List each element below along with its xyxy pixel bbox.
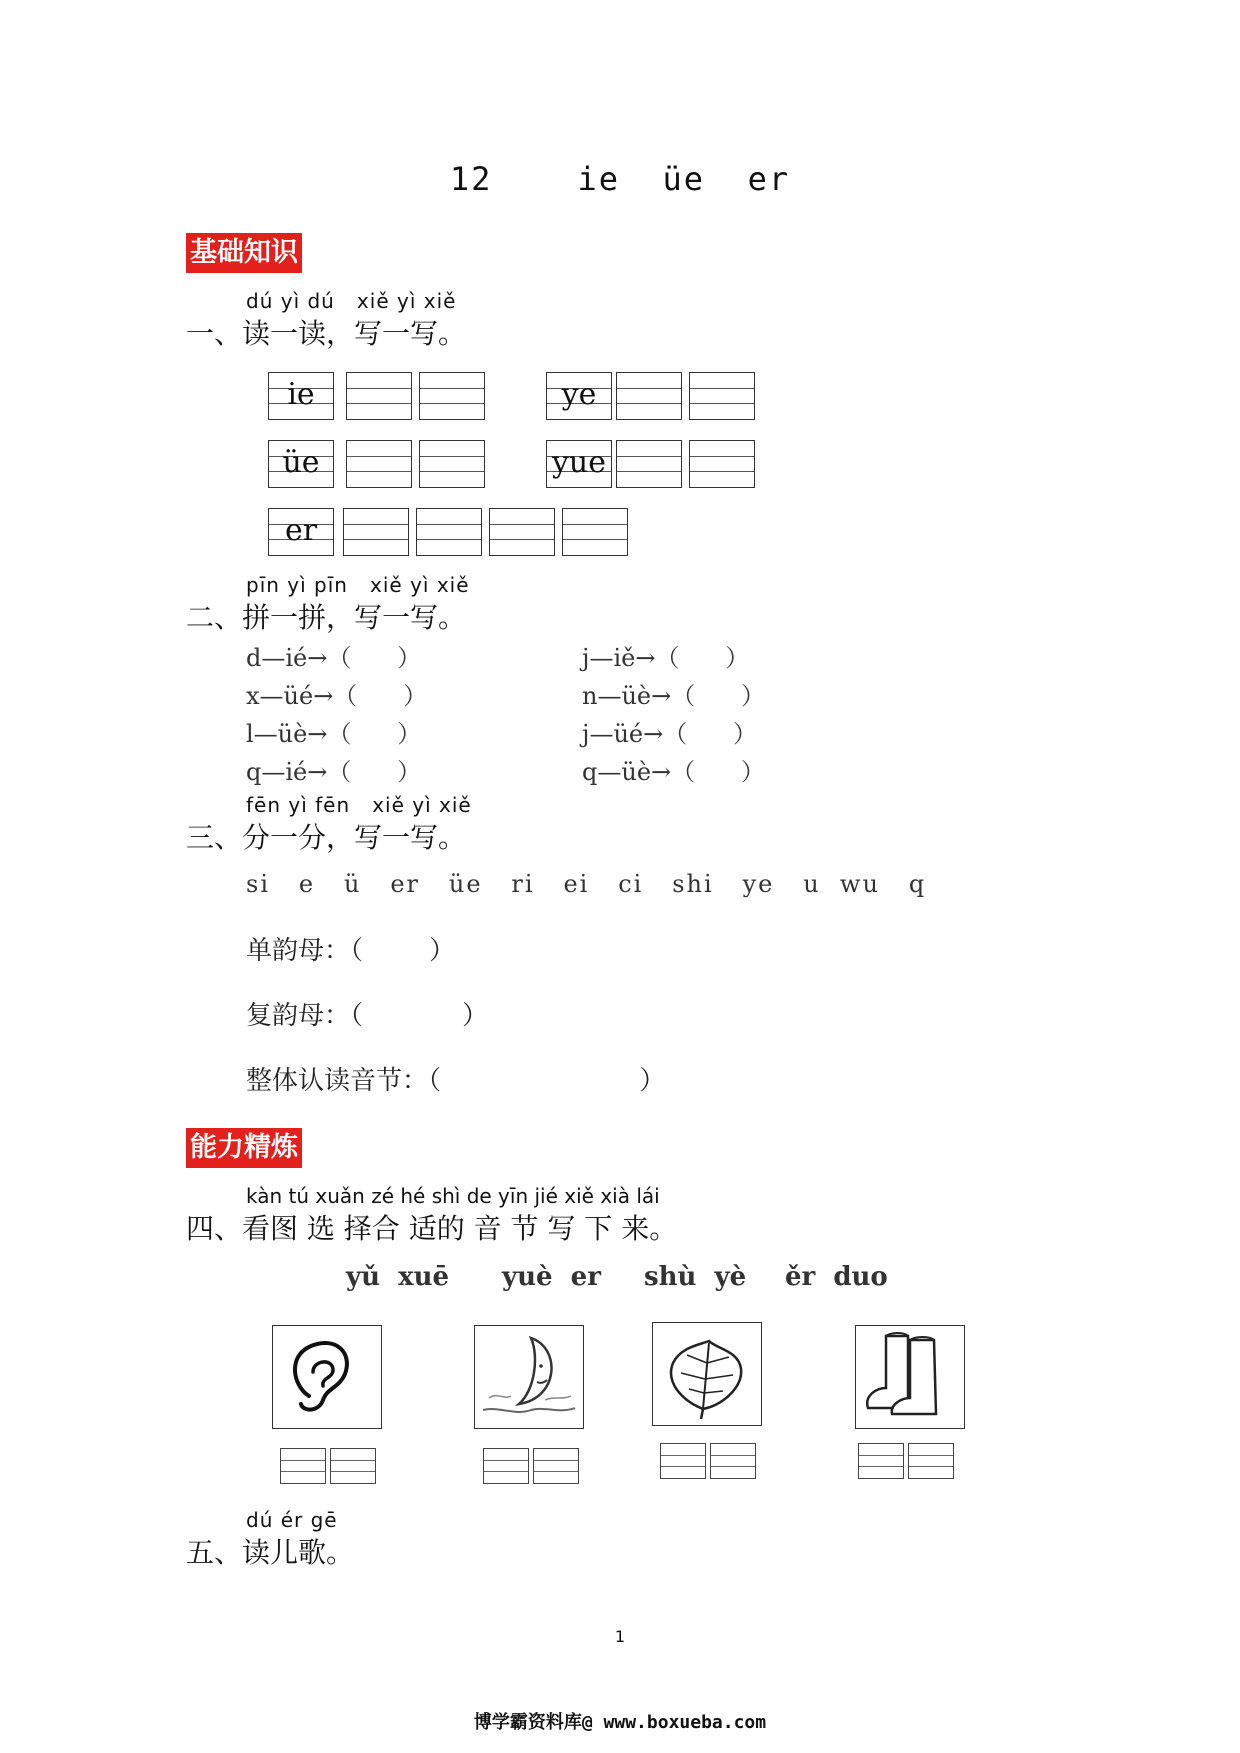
q1-heading: 一、读一读，写一写。 (186, 317, 467, 350)
ear-picture (272, 1325, 382, 1429)
grid-cell-yue: yue (546, 440, 612, 488)
section-badge-ability: 能力精炼 (186, 1128, 302, 1168)
q2-exercise[interactable]: j—iě→（ ） (582, 644, 750, 672)
q5-heading: 五、读儿歌。 (186, 1536, 355, 1569)
q2-pinyin: pīn yì pīn xiě yì xiě (246, 573, 470, 597)
answer-cell[interactable] (710, 1443, 756, 1479)
q3-syllable-list: si e ü er üe ri ei ci shi ye u wu q (246, 870, 927, 898)
q4-option: yǔ xuē (346, 1262, 450, 1292)
grid-cell-blank[interactable] (616, 372, 682, 420)
q3-heading: 三、分一分，写一写。 (186, 821, 467, 854)
q2-exercise[interactable]: x—üé→（ ） (246, 682, 428, 710)
answer-cell[interactable] (533, 1448, 579, 1484)
q5-pinyin: dú ér gē (246, 1508, 338, 1532)
grid-cell-er: er (268, 508, 334, 556)
q4-heading: 四、看图 选 择合 适的 音 节 写 下 来。 (186, 1212, 678, 1245)
answer-cell[interactable] (908, 1443, 954, 1479)
q2-exercise[interactable]: q—üè→（ ） (582, 758, 765, 786)
q2-exercise[interactable]: l—üè→（ ） (246, 720, 422, 748)
moon-picture (474, 1325, 584, 1429)
page-number: 1 (614, 1627, 626, 1646)
q2-heading: 二、拼一拼，写一写。 (186, 601, 467, 634)
grid-cell-ue: üe (268, 440, 334, 488)
leaf-picture (652, 1322, 762, 1426)
grid-cell-ye: ye (546, 372, 612, 420)
q1-pinyin: dú yì dú xiě yì xiě (246, 289, 457, 313)
boots-picture (855, 1325, 965, 1429)
answer-cell[interactable] (660, 1443, 706, 1479)
grid-cell-blank[interactable] (419, 372, 485, 420)
q3-pinyin: fēn yì fēn xiě yì xiě (246, 793, 472, 817)
answer-cell[interactable] (330, 1448, 376, 1484)
grid-cell-blank[interactable] (689, 372, 755, 420)
grid-cell-blank[interactable] (346, 372, 412, 420)
grid-cell-blank[interactable] (489, 508, 555, 556)
q4-option: shù yè (644, 1262, 747, 1292)
q4-pinyin: kàn tú xuǎn zé hé shì de yīn jié xiě xià lái (246, 1184, 660, 1208)
grid-cell-blank[interactable] (562, 508, 628, 556)
answer-cell[interactable] (280, 1448, 326, 1484)
grid-cell-blank[interactable] (689, 440, 755, 488)
page-title: 12 ie üe er (449, 160, 791, 198)
q4-option: ěr duo (785, 1262, 888, 1292)
q3-compound-finals[interactable]: 复韵母：（ ） (246, 1001, 489, 1031)
grid-cell-ie: ie (268, 372, 334, 420)
answer-cell[interactable] (858, 1443, 904, 1479)
q3-whole-syllables[interactable]: 整体认读音节：（ ） (246, 1066, 666, 1096)
footer-watermark: 博学霸资料库@ www.boxueba.com (473, 1712, 767, 1733)
grid-cell-blank[interactable] (343, 508, 409, 556)
q4-option: yuè er (502, 1262, 601, 1292)
answer-cell[interactable] (483, 1448, 529, 1484)
q2-exercise[interactable]: j—üé→（ ） (582, 720, 757, 748)
q2-exercise[interactable]: d—ié→（ ） (246, 644, 422, 672)
grid-cell-blank[interactable] (346, 440, 412, 488)
q2-exercise[interactable]: q—ié→（ ） (246, 758, 422, 786)
q3-single-finals[interactable]: 单韵母：（ ） (246, 936, 456, 966)
grid-cell-blank[interactable] (616, 440, 682, 488)
grid-cell-blank[interactable] (416, 508, 482, 556)
q2-exercise[interactable]: n—üè→（ ） (582, 682, 765, 710)
section-badge-basic: 基础知识 (186, 233, 302, 273)
grid-cell-blank[interactable] (419, 440, 485, 488)
